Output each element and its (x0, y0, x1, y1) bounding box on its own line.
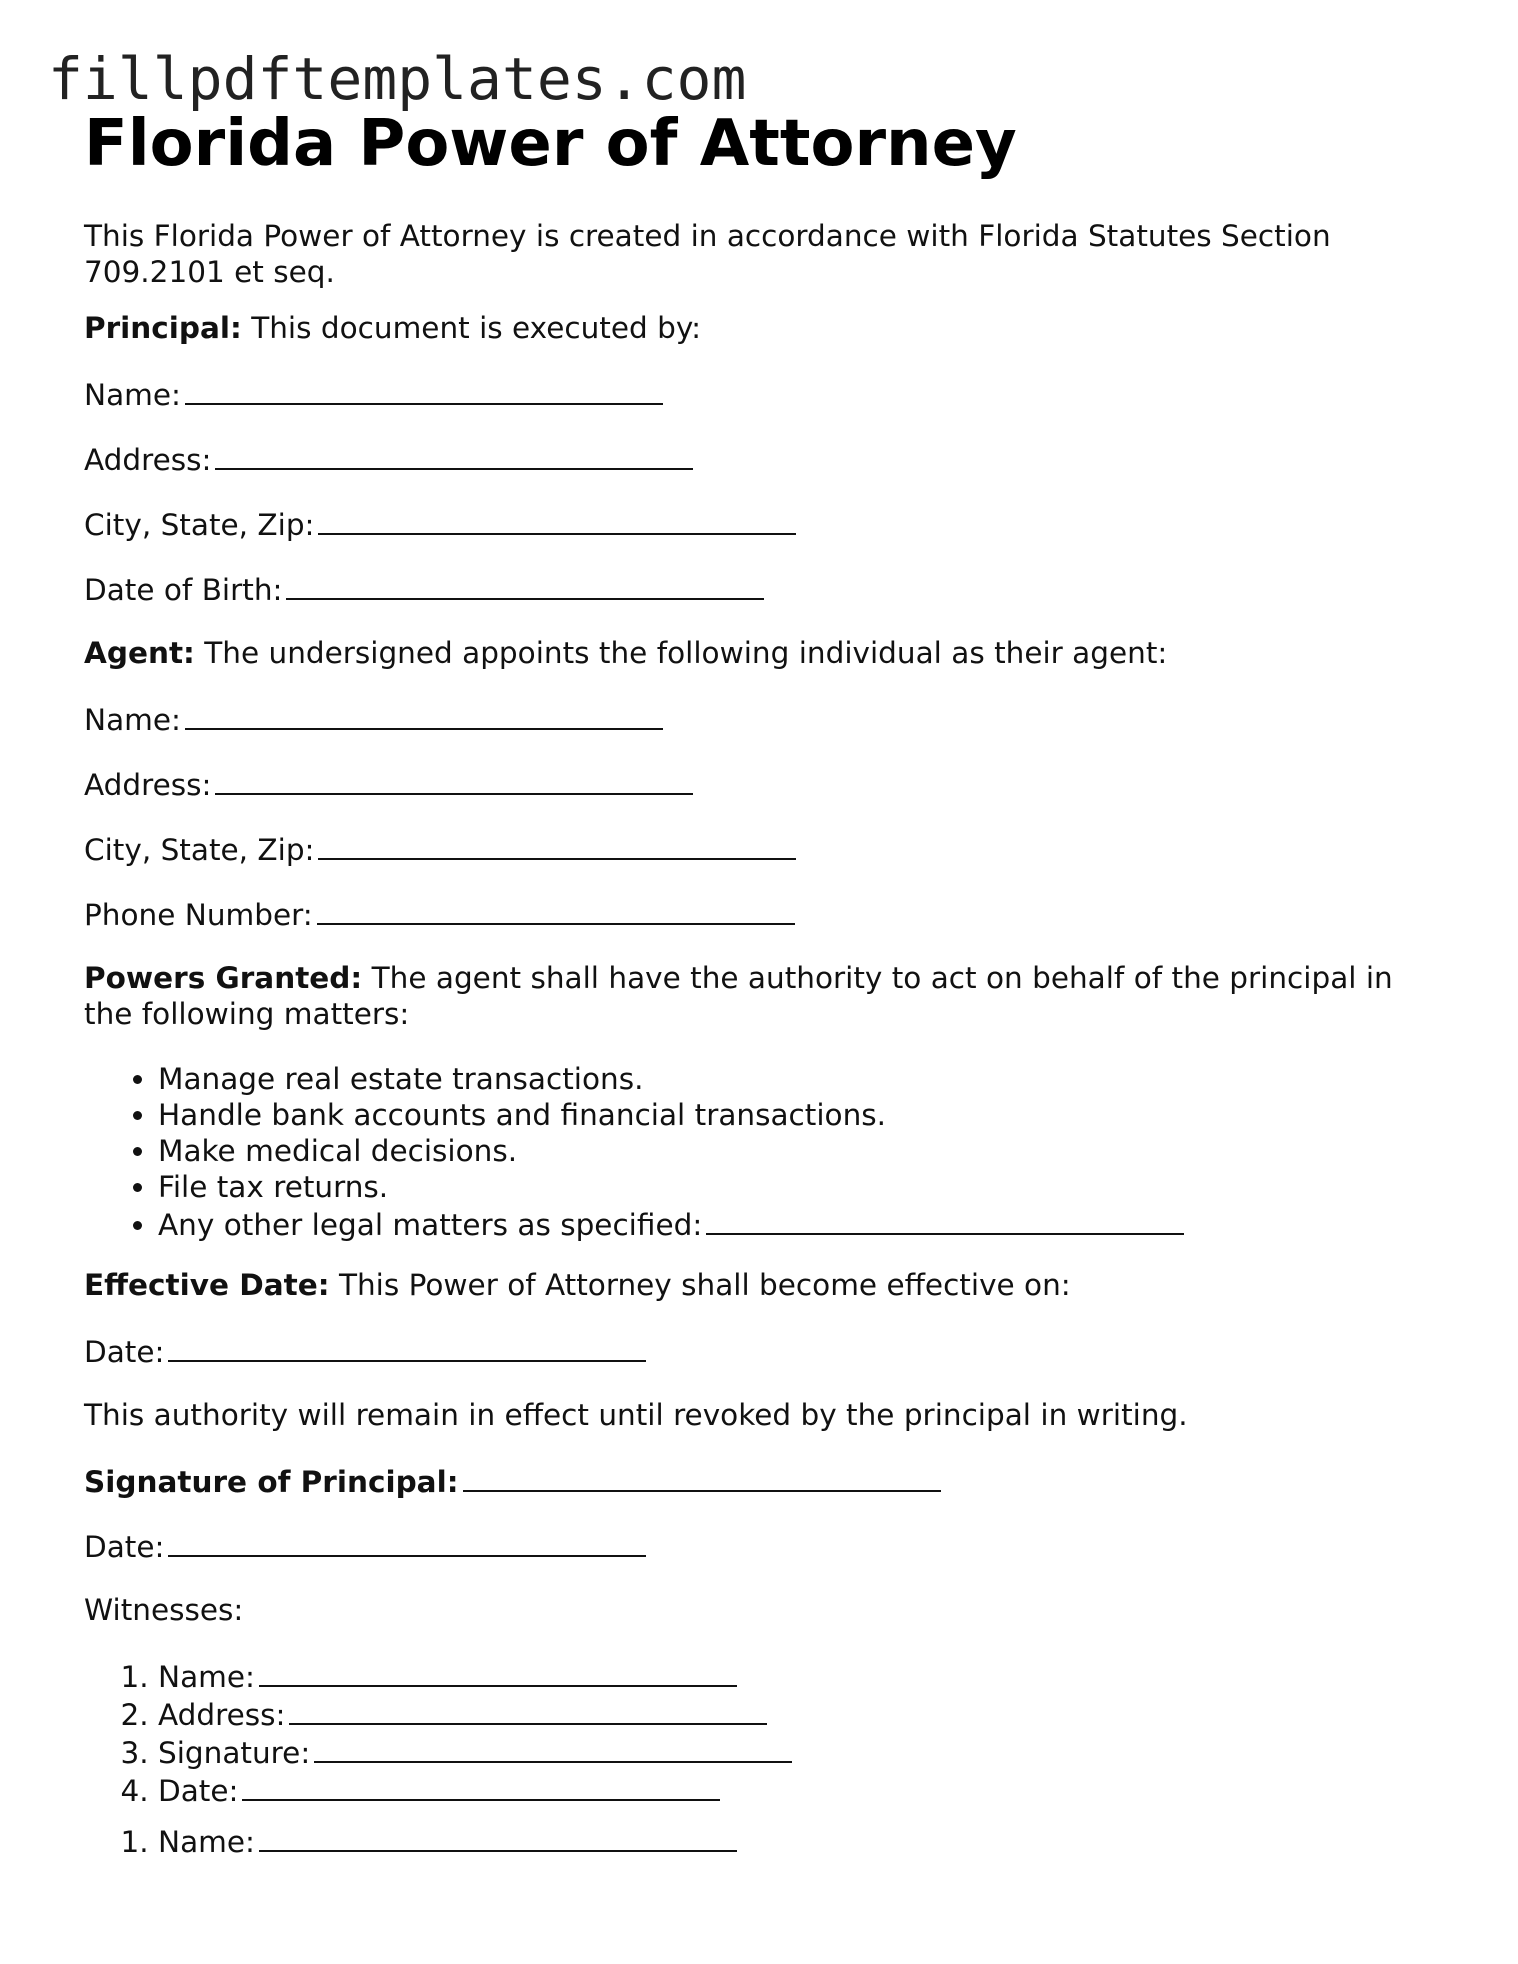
blank-line[interactable] (215, 765, 693, 795)
blank-line[interactable] (317, 895, 795, 925)
list-item: • Handle bank accounts and financial transactions. (158, 1097, 1184, 1133)
agent-name-field[interactable] (84, 700, 663, 738)
blank-line[interactable] (215, 440, 693, 470)
document-body (84, 104, 1424, 1859)
field-label: Date: (84, 1530, 165, 1564)
signature-heading: Signature of Principal: (84, 1465, 459, 1499)
blank-line[interactable] (289, 1695, 767, 1725)
principal-dob-field[interactable] (84, 570, 764, 608)
remain-in-effect-text: This authority will remain in effect until revoked by the principal in writing. (84, 1398, 1188, 1432)
watermark-text: fillpdftemplates.com (48, 45, 747, 113)
effective-date-field[interactable] (84, 1332, 646, 1370)
field-label: Signature: (158, 1736, 311, 1770)
list-item: • Make medical decisions. (158, 1133, 1184, 1169)
list-item-label: Any other legal matters as specified: (158, 1208, 703, 1242)
field-label: Address: (84, 768, 212, 802)
witness-signature-field[interactable] (158, 1733, 792, 1771)
field-label: Date: (158, 1774, 239, 1808)
field-label: Name: (158, 1825, 255, 1859)
field-label: Phone Number: (84, 898, 313, 932)
effective-date-section (84, 1267, 1071, 1303)
powers-heading: Powers Granted: (84, 961, 363, 995)
principal-text: This document is executed by: (251, 311, 702, 345)
signature-date-field[interactable] (84, 1527, 646, 1565)
blank-line[interactable] (463, 1462, 941, 1492)
agent-text: The undersigned appoints the following individual as their agent: (204, 636, 1168, 670)
powers-text: The agent shall have the authority to act on behalf of the principal in the following matters: (84, 961, 1393, 1031)
field-label: City, State, Zip: (84, 508, 315, 542)
powers-section (84, 960, 1414, 1032)
agent-city-state-zip-field[interactable] (84, 830, 796, 868)
effective-heading: Effective Date: (84, 1268, 330, 1302)
witness-name-field[interactable] (158, 1657, 792, 1695)
blank-line[interactable] (314, 1733, 792, 1763)
blank-line[interactable] (185, 700, 663, 730)
agent-address-field[interactable] (84, 765, 693, 803)
witness-2-list (84, 1822, 737, 1860)
field-label: Date: (84, 1335, 165, 1369)
blank-line[interactable] (259, 1822, 737, 1852)
blank-line[interactable] (168, 1332, 646, 1362)
witnesses-label: Witnesses: (84, 1593, 244, 1627)
witness-1-list (84, 1657, 792, 1809)
blank-line[interactable] (242, 1771, 720, 1801)
agent-section (84, 635, 1167, 671)
blank-line[interactable] (318, 505, 796, 535)
principal-heading: Principal: (84, 311, 242, 345)
effective-text: This Power of Attorney shall become effective on: (338, 1268, 1071, 1302)
intro-paragraph: This Florida Power of Attorney is created in accordance with Florida Statutes Section 709.2101 et seq. (84, 219, 1331, 289)
principal-address-field[interactable] (84, 440, 693, 478)
principal-city-state-zip-field[interactable] (84, 505, 796, 543)
blank-line[interactable] (706, 1205, 1184, 1235)
field-label: Address: (84, 443, 212, 477)
blank-line[interactable] (286, 570, 764, 600)
powers-list (84, 1061, 1184, 1243)
blank-line[interactable] (185, 375, 663, 405)
list-item-other-matters[interactable] (158, 1205, 1184, 1243)
list-item: • File tax returns. (158, 1169, 1184, 1205)
witness-name-field[interactable] (158, 1822, 737, 1860)
blank-line[interactable] (168, 1527, 646, 1557)
field-label: Address: (158, 1698, 286, 1732)
witness-address-field[interactable] (158, 1695, 792, 1733)
field-label: Name: (158, 1660, 255, 1694)
principal-name-field[interactable] (84, 375, 663, 413)
witness-date-field[interactable] (158, 1771, 792, 1809)
agent-phone-field[interactable] (84, 895, 795, 933)
principal-signature-field[interactable] (84, 1462, 941, 1500)
field-label: City, State, Zip: (84, 833, 315, 867)
document-title: Florida Power of Attorney (84, 107, 1017, 181)
field-label: Date of Birth: (84, 573, 283, 607)
list-item: • Manage real estate transactions. (158, 1061, 1184, 1097)
field-label: Name: (84, 378, 181, 412)
field-label: Name: (84, 703, 181, 737)
blank-line[interactable] (259, 1657, 737, 1687)
agent-heading: Agent: (84, 636, 195, 670)
principal-section (84, 310, 701, 346)
blank-line[interactable] (318, 830, 796, 860)
